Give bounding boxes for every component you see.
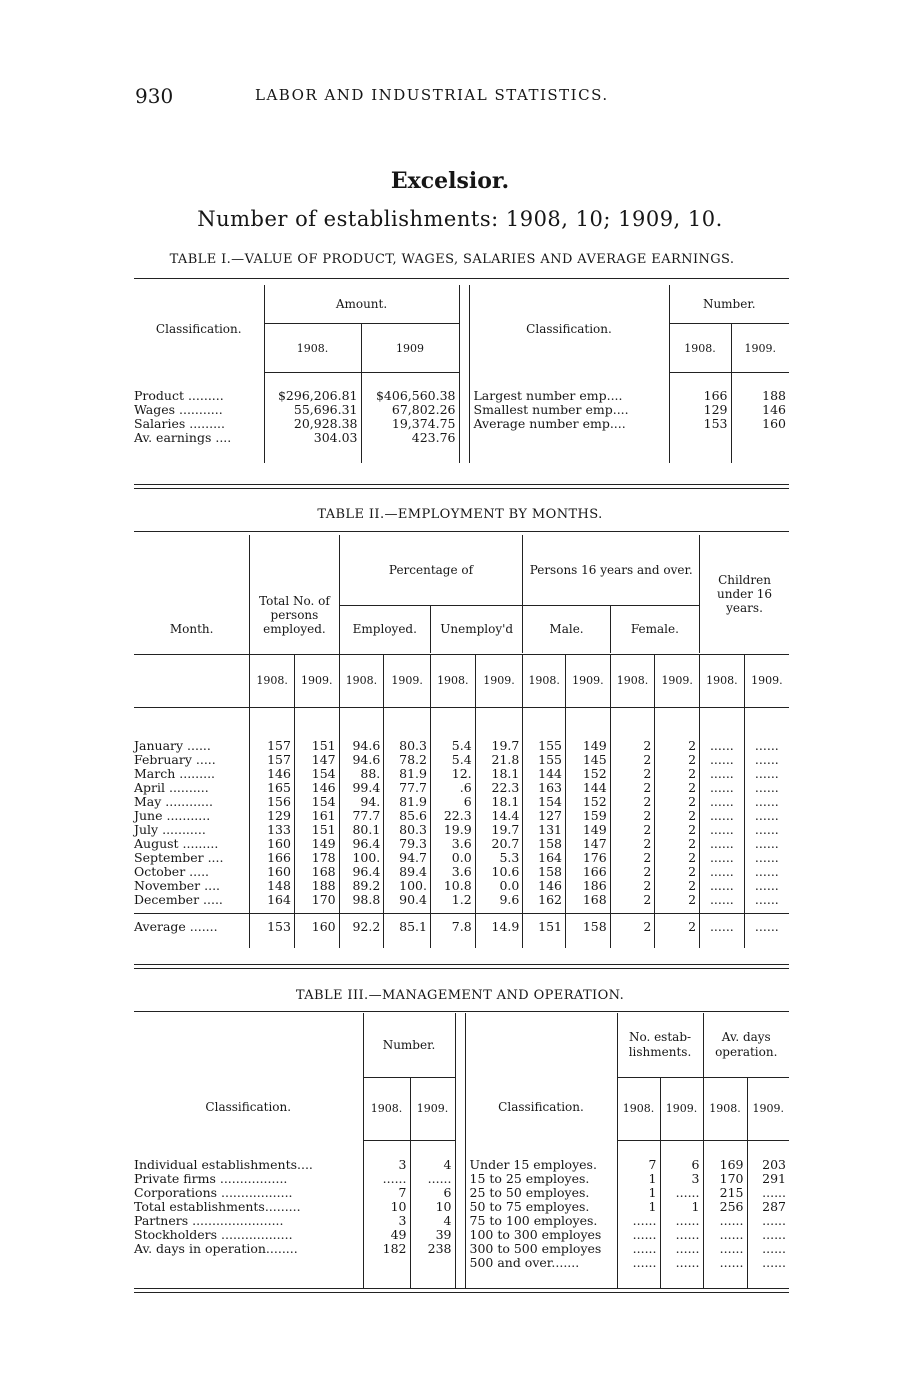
table-row: July ........... 133 151 80.1 80.3 19.9 19.7 131 149 2 2 ...... ...... [134, 822, 779, 837]
t3-h-avdays: Av. days operation. [703, 1013, 789, 1077]
table-row-average: Average ....... 153 160 92.2 85.1 7.8 14.9 151 158 2 2 ...... ...... [134, 913, 789, 934]
t3-h-number: Number. [363, 1013, 455, 1077]
table-row: June ........... 129 161 77.7 85.6 22.3 14.4 127 159 2 2 ...... ...... [134, 808, 779, 823]
table-row: Salaries ......... 20,928.38 19,374.75 Average number emp.... 153 160 [134, 415, 786, 431]
t1-y1908: 1908. [264, 324, 361, 373]
table-row: Stockholders .................. 49 39 100 to 300 employes ...... ...... ...... ...... [134, 1227, 786, 1242]
table1-caption: TABLE I.—VALUE OF PRODUCT, WAGES, SALARIES AND AVERAGE EARNINGS. [169, 252, 735, 267]
table-row: Corporations .................. 7 6 25 to 50 employes. 1 ...... 215 ...... [134, 1185, 786, 1200]
table-row: November .... 148 188 89.2 100. 10.8 0.0 146 186 2 2 ...... ...... [134, 878, 779, 893]
t1-h-classification: Classification. [134, 285, 264, 373]
section-title: Excelsior. [390, 168, 510, 194]
t3-h-classification-right: Classification. [465, 1013, 617, 1140]
establishments-count: Number of establishments: 1908, 10; 1909, 10. [197, 207, 723, 231]
table-row: Av. earnings .... 304.03 423.76 [134, 431, 789, 445]
t2-h-total: Total No. of persons employed. [250, 535, 339, 654]
table-row: December ..... 164 170 98.8 90.4 1.2 9.6 162 168 2 2 ...... ...... [134, 892, 779, 907]
t2-h-percentage: Percentage of [339, 535, 523, 605]
table1-top-rule [134, 278, 789, 279]
table3-caption: TABLE III.—MANAGEMENT AND OPERATION. [295, 988, 625, 1003]
t3-h-classification: Classification. [134, 1013, 363, 1140]
table-row: September .... 166 178 100. 94.7 0.0 5.3 164 176 2 2 ...... ...... [134, 850, 779, 865]
t1-h-number: Number. [669, 285, 789, 324]
t2-h-unemployed: Unemploy'd [430, 605, 522, 653]
table-row: 500 and over....... ...... ...... ...... ...... [134, 1256, 789, 1270]
table-row: Individual establishments.... 3 4 Under 15 employes. 7 6 169 203 [134, 1157, 786, 1172]
table-row: Product ......... $296,206.81 $406,560.38 Largest number emp.... 166 188 [134, 387, 786, 403]
table-row: Wages ........... 55,696.31 67,802.26 Smallest number emp.... 129 146 [134, 401, 786, 417]
t1-h-classification-right: Classification. [469, 285, 669, 373]
table-row: May ............ 156 154 94. 81.9 6 18.1 154 152 2 2 ...... ...... [134, 794, 779, 809]
table3: Classification. Number. Classification. No. estab-lishments. Av. days operation. 1908. 1909. 1908. 1909. 1908. 1909. Individual establishments.... 3 4 Under 15 employes. 7 6 169 203 Private firms ................. ...... ...... 15 to 25 employes. 1 3 170 291 Corporations .................. 7 6 25 to 50 employes. 1 ...... 215 ...... Total establishments......... 10 10 50 to 75 employes. 1 1 256 287 Partners ....................... 3 4 75 to 100 employes. ...... ...... ...... ...... Stockholders .................. 49 39 100 to 300 employes ...... ...... ...... ...... Av. days in operation........ 182 238 300 to 500 employes ...... ...... ...... ...... 500 and over....... ...... ...... ...... ...... [134, 1013, 789, 1288]
running-title: LABOR AND INDUSTRIAL STATISTICS. [255, 86, 609, 104]
t1-h-spacer [459, 285, 469, 373]
t2-h-children: Children under 16 years. [716, 573, 773, 616]
t2-h-employed: Employed. [339, 605, 430, 653]
table2-top-rule [134, 531, 789, 532]
t2-h-male: Male. [523, 605, 610, 653]
table2: Month. Total No. of persons employed. Percentage of Persons 16 years and over. Children under 16 years. Employed. Unemploy'd Male. Female. 1908. 1909. 1908. 1909. 1908. 1909. 1908. 1909. 1908. 1909. 1908. 1909. January ...... 157 151 94.6 80.3 5.4 19.7 155 149 2 2 ...... ...... February ..... 157 147 94.6 78.2 5.4 21.8 155 145 2 2 ...... ...... March ......... 146 154 88. 81.9 12. 18.1 144 152 2 2 ...... ...... April .......... 165 146 99.4 77.7 .6 22.3 163 144 2 2 ...... ...... May ............ 156 154 94. 81.9 6 18.1 154 152 2 2 ...... ...... June ........... 129 161 77.7 85.6 22.3 14.4 127 159 2 2 ...... ...... July ........... 133 151 80.1 80.3 19.9 19.7 131 149 2 2 ...... ...... August ......... 160 149 96.4 79.3 3.6 20.7 158 147 2 2 ...... ...... September .... 166 178 100. 94.7 0.0 5.3 164 176 2 2 ...... ...... October ..... 160 168 96.4 89.4 3.6 10.6 158 166 2 2 ...... ...... November .... 148 188 89.2 100. 10.8 0.0 146 186 2 2 ...... ...... December ..... 164 170 98.8 90.4 1.2 9.6 162 168 2 2 ...... ...... Average ....... 153 160 92.2 85.1 7.8 14.9 151 158 2 2 ...... ...... [134, 535, 789, 948]
table2-caption: TABLE II.—EMPLOYMENT BY MONTHS. [317, 507, 603, 522]
t1-h-amount: Amount. [264, 285, 459, 324]
t2-h-persons16: Persons 16 years and over. [523, 535, 700, 605]
table3-bottom-rule [134, 1288, 789, 1293]
table-row: Total establishments......... 10 10 50 to 75 employes. 1 1 256 287 [134, 1199, 786, 1214]
table-row: March ......... 146 154 88. 81.9 12. 18.1 144 152 2 2 ...... ...... [134, 766, 779, 781]
table-row: October ..... 160 168 96.4 89.4 3.6 10.6 158 166 2 2 ...... ...... [134, 864, 779, 879]
t1-y1909b: 1909. [731, 324, 789, 373]
table1 [134, 285, 789, 463]
table3-top-rule [134, 1011, 789, 1012]
t1-y1909: 1909 [361, 324, 459, 373]
t2-h-month: Month. [134, 535, 250, 654]
table-row: August ......... 160 149 96.4 79.3 3.6 20.7 158 147 2 2 ...... ...... [134, 836, 779, 851]
table-row: Av. days in operation........ 182 238 300 to 500 employes ...... ...... ...... ...... [134, 1241, 786, 1256]
t1-y1908b: 1908. [669, 324, 731, 373]
table2-bottom-rule [134, 964, 789, 969]
t3-h-noestab: No. estab-lishments. [617, 1013, 703, 1077]
table-row: April .......... 165 146 99.4 77.7 .6 22.3 163 144 2 2 ...... ...... [134, 780, 779, 795]
page-number: 930 [135, 84, 174, 108]
table-row: Partners ....................... 3 4 75 to 100 employes. ...... ...... ...... ...... [134, 1213, 786, 1228]
t2-h-female: Female. [610, 605, 699, 653]
table-row: February ..... 157 147 94.6 78.2 5.4 21.8 155 145 2 2 ...... ...... [134, 752, 779, 767]
table-row: January ...... 157 151 94.6 80.3 5.4 19.7 155 149 2 2 ...... ...... [134, 738, 779, 753]
table1-bottom-rule [134, 484, 789, 489]
table-row: Private firms ................. ...... ...... 15 to 25 employes. 1 3 170 291 [134, 1171, 786, 1186]
